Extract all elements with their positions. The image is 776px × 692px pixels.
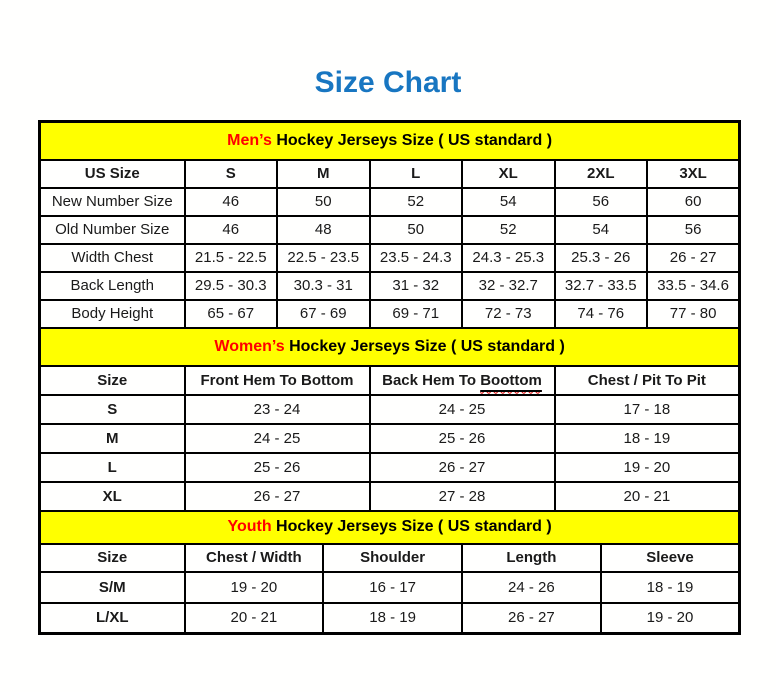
womens-section-band-row (40, 328, 740, 366)
womens-col-header-size: Size (40, 366, 185, 395)
cell: 69 - 71 (370, 300, 463, 328)
cell: 29.5 - 30.3 (185, 272, 278, 300)
youth-section-header (40, 511, 740, 544)
row-label: L/XL (40, 603, 185, 634)
cell: 26 - 27 (647, 244, 740, 272)
cell: 46 (185, 216, 278, 244)
row-label: S/M (40, 572, 185, 603)
mens-col-header-xl: XL (462, 160, 555, 188)
womens-col-header-front-hem: Front Hem To Bottom (185, 366, 370, 395)
cell: 26 - 27 (462, 603, 601, 634)
cell: 25 - 26 (370, 424, 555, 453)
womens-row-xl (40, 482, 740, 511)
mens-section-highlight: Men’s (227, 131, 272, 149)
back-hem-prefix: Back Hem To (382, 371, 481, 389)
cell: 54 (462, 188, 555, 216)
cell: 23 - 24 (185, 395, 370, 424)
youth-section-title-text: Hockey Jerseys Size ( US standard ) (271, 518, 552, 535)
cell: 23.5 - 24.3 (370, 244, 463, 272)
cell: 32.7 - 33.5 (555, 272, 648, 300)
cell: 74 - 76 (555, 300, 648, 328)
row-label: New Number Size (40, 188, 185, 216)
row-label: M (40, 424, 185, 453)
cell: 24 - 25 (370, 395, 555, 424)
mens-section-header (40, 122, 740, 160)
mens-column-header-row (40, 160, 740, 188)
row-label: L (40, 453, 185, 482)
back-hem-misspelled-word: Boottom (480, 371, 542, 389)
cell: 26 - 27 (185, 482, 370, 511)
mens-col-header-3xl: 3XL (647, 160, 740, 188)
mens-row-new-number-size (40, 188, 740, 216)
mens-row-old-number-size (40, 216, 740, 244)
cell: 22.5 - 23.5 (277, 244, 370, 272)
cell: 25 - 26 (185, 453, 370, 482)
womens-col-header-back-hem (370, 366, 555, 395)
cell: 20 - 21 (185, 603, 324, 634)
page-title: Size Chart (314, 66, 462, 99)
cell: 48 (277, 216, 370, 244)
row-label: Body Height (40, 300, 185, 328)
cell: 19 - 20 (601, 603, 740, 634)
cell: 26 - 27 (370, 453, 555, 482)
womens-row-s (40, 395, 740, 424)
youth-column-header-row (40, 544, 740, 572)
mens-section-band-row (40, 122, 740, 160)
womens-column-header-row (40, 366, 740, 395)
mens-section-title-text: Hockey Jerseys Size ( US standard ) (271, 131, 553, 149)
cell: 33.5 - 34.6 (647, 272, 740, 300)
womens-col-header-chest: Chest / Pit To Pit (555, 366, 740, 395)
womens-section-highlight: Women’s (214, 337, 285, 355)
youth-col-header-chest-width: Chest / Width (185, 544, 324, 572)
size-chart-table (38, 120, 741, 635)
cell: 24 - 26 (462, 572, 601, 603)
cell: 27 - 28 (370, 482, 555, 511)
cell: 18 - 19 (601, 572, 740, 603)
youth-col-header-shoulder: Shoulder (323, 544, 462, 572)
youth-col-header-size: Size (40, 544, 185, 572)
cell: 21.5 - 22.5 (185, 244, 278, 272)
cell: 24 - 25 (185, 424, 370, 453)
cell: 65 - 67 (185, 300, 278, 328)
cell: 52 (370, 188, 463, 216)
mens-col-header-l: L (370, 160, 463, 188)
youth-section-highlight: Youth (227, 518, 272, 535)
youth-row-sm (40, 572, 740, 603)
row-label: S (40, 395, 185, 424)
row-label: Old Number Size (40, 216, 185, 244)
cell: 77 - 80 (647, 300, 740, 328)
cell: 25.3 - 26 (555, 244, 648, 272)
youth-col-header-length: Length (462, 544, 601, 572)
cell: 18 - 19 (555, 424, 740, 453)
cell: 20 - 21 (555, 482, 740, 511)
cell: 19 - 20 (555, 453, 740, 482)
cell: 32 - 32.7 (462, 272, 555, 300)
cell: 54 (555, 216, 648, 244)
row-label: Width Chest (40, 244, 185, 272)
mens-row-back-length (40, 272, 740, 300)
cell: 17 - 18 (555, 395, 740, 424)
cell: 50 (277, 188, 370, 216)
cell: 52 (462, 216, 555, 244)
size-chart-table-wrap (38, 120, 738, 635)
mens-col-header-2xl: 2XL (555, 160, 648, 188)
cell: 60 (647, 188, 740, 216)
youth-section-band-row (40, 511, 740, 544)
cell: 50 (370, 216, 463, 244)
mens-row-body-height (40, 300, 740, 328)
cell: 16 - 17 (323, 572, 462, 603)
cell: 56 (555, 188, 648, 216)
mens-col-header-s: S (185, 160, 278, 188)
womens-row-l (40, 453, 740, 482)
youth-col-header-sleeve: Sleeve (601, 544, 740, 572)
cell: 56 (647, 216, 740, 244)
cell: 67 - 69 (277, 300, 370, 328)
cell: 24.3 - 25.3 (462, 244, 555, 272)
mens-row-width-chest (40, 244, 740, 272)
womens-section-title-text: Hockey Jerseys Size ( US standard ) (284, 337, 565, 355)
womens-section-header (40, 328, 740, 366)
row-label: Back Length (40, 272, 185, 300)
womens-row-m (40, 424, 740, 453)
youth-row-lxl (40, 603, 740, 634)
cell: 30.3 - 31 (277, 272, 370, 300)
cell: 72 - 73 (462, 300, 555, 328)
cell: 18 - 19 (323, 603, 462, 634)
row-label: XL (40, 482, 185, 511)
cell: 46 (185, 188, 278, 216)
cell: 19 - 20 (185, 572, 324, 603)
cell: 31 - 32 (370, 272, 463, 300)
mens-col-header-m: M (277, 160, 370, 188)
mens-col-header-us-size: US Size (40, 160, 185, 188)
